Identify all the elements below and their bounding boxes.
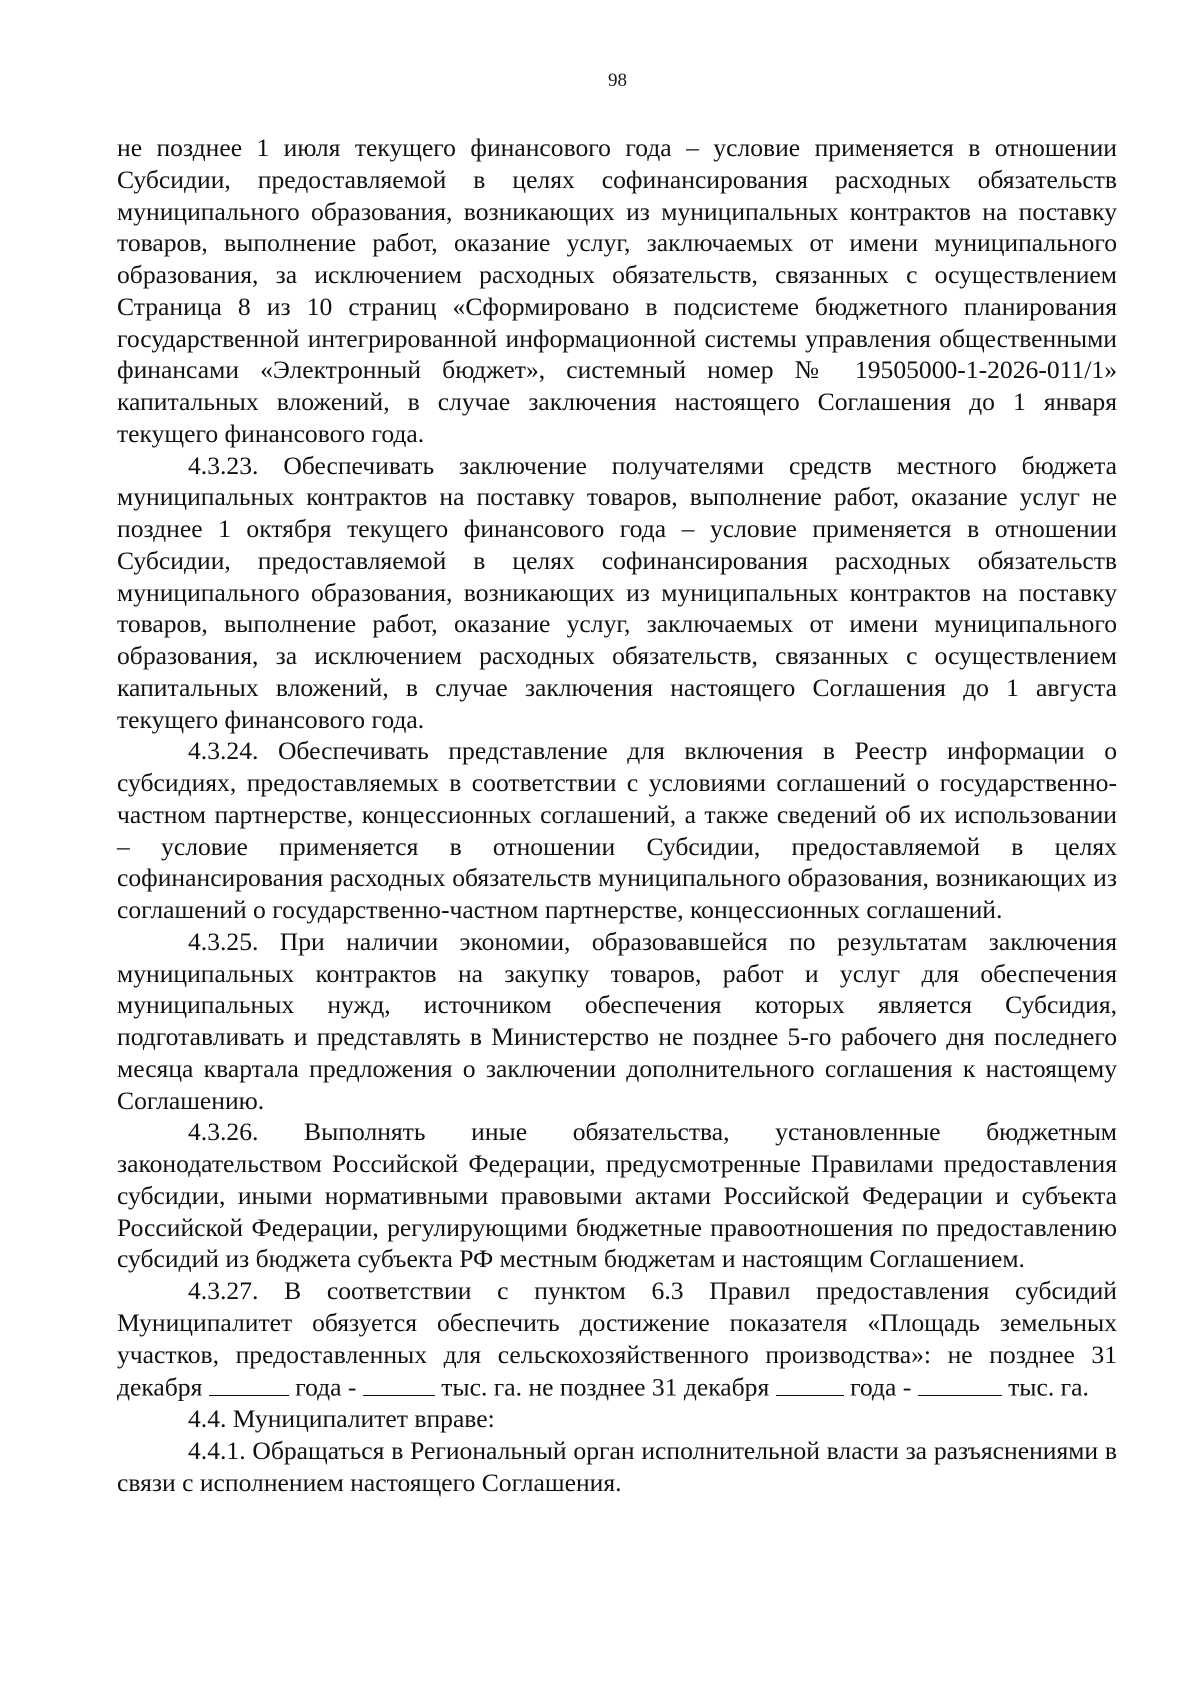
- document-body: [117, 132, 1117, 1499]
- paragraph-4-3-27-text-e: тыс. га.: [1008, 1372, 1089, 1402]
- paragraph-4-3-27-text-d: года -: [850, 1372, 912, 1402]
- blank-area-1: [363, 1370, 435, 1395]
- paragraph-4-4: 4.4. Муниципалитет вправе:: [188, 1404, 495, 1434]
- paragraph-4-3-27-text-c: тыс. га. не позднее 31 декабря: [441, 1372, 770, 1402]
- blank-year-2: [776, 1370, 844, 1395]
- page-number: 98: [608, 70, 627, 91]
- paragraph-4-3-23: 4.3.23. Обеспечивать заключение получателями средств местного бюджета муниципальных контрактов на поставку товаров, выполнение работ, оказание услуг не позднее 1 октября текущего финансового года – условие применяется в отношении Субсидии, предоставляемой в целях софинансирования расходных обязательств муниципального образования, возникающих из муниципальных контрактов на поставку товаров, выполнение работ, оказание услуг, заключаемых от имени муниципального образования, за исключением расходных обязательств, связанных с осуществлением капитальных вложений, в случае заключения настоящего Соглашения до 1 августа текущего финансового года.: [117, 450, 1117, 734]
- paragraph-4-3-27-text-a: 4.3.27. В соответствии с пунктом 6.3 Правил предоставления субсидий Муниципалитет обязуется обеспечить достижение показателя «Площадь земельных участков, предоставленных для сельскохозяйственного производства»: не позднее 31 декабря: [117, 1276, 1117, 1402]
- paragraph-4-3-26: 4.3.26. Выполнять иные обязательства, установленные бюджетным законодательством Российской Федерации, предусмотренные Правилами предоставления субсидии, иными нормативными правовыми актами Российской Федерации и субъекта Российской Федерации, регулирующими бюджетные правоотношения по предоставлению субсидий из бюджета субъекта РФ местным бюджетам и настоящим Соглашением.: [117, 1117, 1117, 1274]
- paragraph-4-3-27-text-b: года -: [295, 1372, 357, 1402]
- paragraph-4-4-1: 4.4.1. Обращаться в Региональный орган исполнительной власти за разъяснениями в связи с исполнением настоящего Соглашения.: [117, 1436, 1117, 1497]
- blank-year-1: [209, 1370, 289, 1395]
- paragraph-4-3-24: 4.3.24. Обеспечивать представление для включения в Реестр информации о субсидиях, предоставляемых в соответствии с условиями соглашений о государственно-частном партнерстве, концессионных соглашений, а также сведений об их использовании – условие применяется в отношении Субсидии, предоставляемой в целях софинансирования расходных обязательств муниципального образования, возникающих из соглашений о государственно-частном партнерстве, концессионных соглашений.: [117, 736, 1117, 924]
- blank-area-2: [918, 1370, 1002, 1395]
- paragraph-4-3-25: 4.3.25. При наличии экономии, образовавшейся по результатам заключения муниципальных контрактов на закупку товаров, работ и услуг для обеспечения муниципальных нужд, источником обеспечения которых является Субсидия, подготавливать и представлять в Министерство не позднее 5-го рабочего дня последнего месяца квартала предложения о заключении дополнительного соглашения к настоящему Соглашению.: [117, 926, 1117, 1115]
- paragraph-continuation: не позднее 1 июля текущего финансового года – условие применяется в отношении Субсидии, предоставляемой в целях софинансирования расходных обязательств муниципального образования, возникающих из муниципальных контрактов на поставку товаров, выполнение работ, оказание услуг, заключаемых от имени муниципального образования, за исключением расходных обязательств, связанных с осуществлением Страница 8 из 10 страниц «Сформировано в подсистеме бюджетного планирования государственной интегрированной информационной системы управления общественными финансами «Электронный бюджет», системный номер № 19505000-1-2026-011/1» капитальных вложений, в случае заключения настоящего Соглашения до 1 января текущего финансового года.: [117, 133, 1117, 448]
- paragraph-4-3-27: [117, 1275, 1117, 1403]
